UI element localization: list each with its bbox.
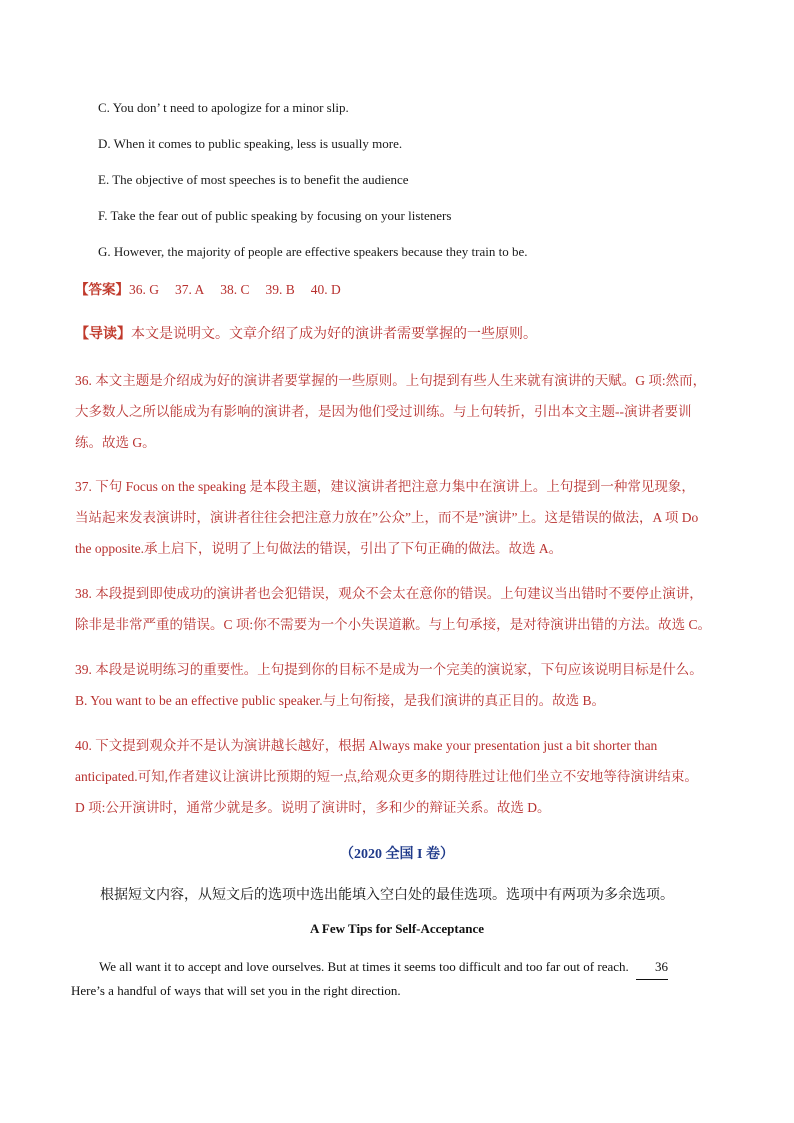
guide-line [75, 325, 537, 345]
explanation-line: 39. 本段是说明练习的重要性。上句提到你的目标不是成为一个完美的演说家，下句应该说明目标是什么。 [75, 662, 703, 677]
answer-item: 38. C [220, 282, 250, 297]
explanation-39 [75, 654, 727, 716]
answer-item: 37. A [175, 282, 205, 297]
section-heading: （2020 全国 I 卷） [340, 847, 454, 862]
passage-line-2: Here’s a handful of ways that will set you in the right direction. [71, 983, 401, 998]
option-f: F. Take the fear out of public speaking by focusing on your listeners [98, 208, 452, 223]
explanation-line: 40. 下文提到观众并不是认为演讲越长越好，根据 Always make your presentation just a bit shorter than [75, 738, 658, 753]
answer-item: 39. B [265, 282, 295, 297]
explanation-line: 36. 本文主题是介绍成为好的演讲者要掌握的一些原则。上句提到有些人生来就有演讲的天赋。G 项:然而， [75, 373, 707, 388]
explanation-line: 练。故选 G。 [75, 435, 156, 450]
answer-item: 40. D [310, 282, 341, 297]
option-e: E. The objective of most speeches is to benefit the audience [98, 172, 409, 187]
explanation-line: 大多数人之所以能成为有影响的演讲者，是因为他们受过训练。与上句转折，引出本文主题--演讲者要训 [75, 404, 692, 419]
instructions: 根据短文内容，从短文后的选项中选出能填入空白处的最佳选项。选项中有两项为多余选项。 [100, 888, 674, 903]
explanation-36 [75, 365, 727, 458]
explanation-38 [75, 578, 727, 640]
explanation-40 [75, 730, 727, 823]
guide-text: 本文是说明文。文章介绍了成为好的演讲者需要掌握的一些原则。 [131, 327, 537, 342]
answer-item: 36. G [129, 282, 159, 297]
guide-tag: 【导读】 [75, 327, 131, 342]
explanation-line: B. You want to be an effective public speaker.与上句衔接，是我们演讲的真正目的。故选 B。 [75, 693, 605, 708]
answer-tag: 【答案】 [75, 282, 129, 297]
option-c: C. You don’ t need to apologize for a minor slip. [98, 100, 349, 115]
option-d: D. When it comes to public speaking, less is usually more. [98, 136, 403, 151]
blank-36[interactable]: 36 [636, 955, 668, 980]
option-g: G. However, the majority of people are effective speakers because they train to be. [98, 244, 528, 259]
explanation-line: 当站起来发表演讲时，演讲者往往会把注意力放在”公众”上，而不是”演讲”上。这是错误的做法，A 项 Do [75, 510, 699, 525]
explanation-line: 37. 下句 Focus on the speaking 是本段主题，建议演讲者把注意力集中在演讲上。上句提到一种常见现象， [75, 479, 695, 494]
passage-text: We all want it to accept and love ourselves. But at times it seems too difficult and too far out of reach. [99, 959, 629, 974]
passage-line-1 [75, 955, 668, 980]
passage-title: A Few Tips for Self-Acceptance [309, 921, 485, 936]
explanation-37 [75, 471, 727, 564]
answer-line [75, 280, 357, 300]
explanation-line: D 项:公开演讲时，通常少就是多。说明了演讲时，多和少的辩证关系。故选 D。 [75, 800, 551, 815]
explanation-line: 38. 本段提到即使成功的演讲者也会犯错误，观众不会太在意你的错误。上句建议当出错时不要停止演讲， [75, 586, 703, 601]
explanation-line: anticipated.可知,作者建议让演讲比预期的短一点,给观众更多的期待胜过让他们坐立不安地等待演讲结束。 [75, 769, 698, 784]
explanation-line: 除非是非常严重的错误。C 项:你不需要为一个小失误道歉。与上句承接，是对待演讲出错的方法。故选 C。 [75, 617, 712, 632]
explanation-line: the opposite.承上启下，说明了上句做法的错误，引出了下句正确的做法。故选 A。 [75, 541, 563, 556]
